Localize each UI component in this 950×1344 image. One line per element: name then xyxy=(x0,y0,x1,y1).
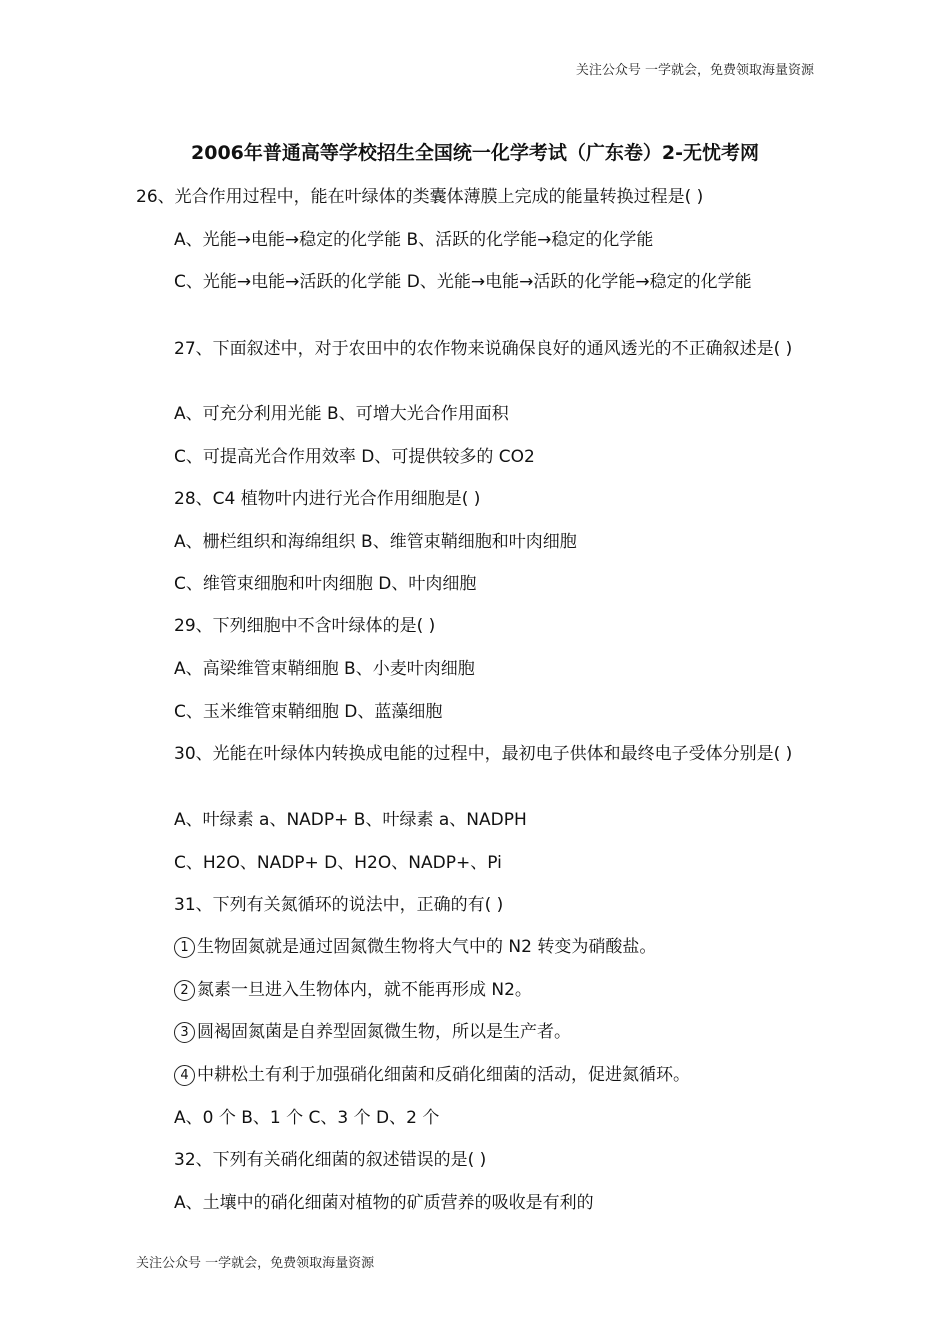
question-32: 32、下列有关硝化细菌的叙述错误的是( ) xyxy=(174,1150,487,1170)
question-29-options-ab: A、高梁维管束鞘细胞 B、小麦叶肉细胞 xyxy=(174,659,475,679)
question-30-options-ab: A、叶绿素 a、NADP+ B、叶绿素 a、NADPH xyxy=(174,810,527,830)
question-27-options-ab: A、可充分利用光能 B、可增大光合作用面积 xyxy=(174,404,509,424)
question-26-options-cd xyxy=(136,271,816,294)
statement-4 xyxy=(174,1064,690,1087)
question-30-text: 30、光能在叶绿体内转换成电能的过程中，最初电子供体和最终电子受体分别是( ) xyxy=(174,744,793,764)
question-26-options-ab: A、光能→电能→稳定的化学能 B、活跃的化学能→稳定的化学能 xyxy=(174,230,654,250)
statement-2-text: 氮素一旦进入生物体内，就不能再形成 N2。 xyxy=(197,980,532,1000)
statement-1 xyxy=(174,936,656,959)
statement-4-text: 中耕松土有利于加强硝化细菌和反硝化细菌的活动，促进氮循环。 xyxy=(197,1065,690,1085)
question-30 xyxy=(136,743,816,766)
question-28-options-cd: C、维管束细胞和叶肉细胞 D、叶肉细胞 xyxy=(174,574,477,594)
question-31-options: A、0 个 B、1 个 C、3 个 D、2 个 xyxy=(174,1108,440,1128)
header-promo-note: 关注公众号 一学就会，免费领取海量资源 xyxy=(575,63,814,78)
statement-2 xyxy=(174,979,532,1002)
question-28-options-ab: A、栅栏组织和海绵组织 B、维管束鞘细胞和叶肉细胞 xyxy=(174,532,577,552)
page-title: 2006年普通高等学校招生全国统一化学考试（广东卷）2-无忧考网 xyxy=(191,142,759,164)
question-27 xyxy=(136,338,816,361)
question-28: 28、C4 植物叶内进行光合作用细胞是( ) xyxy=(174,489,481,509)
statement-3-text: 圆褐固氮菌是自养型固氮微生物，所以是生产者。 xyxy=(197,1022,571,1042)
question-31: 31、下列有关氮循环的说法中，正确的有( ) xyxy=(174,895,504,915)
question-27-text: 27、下面叙述中，对于农田中的农作物来说确保良好的通风透光的不正确叙述是( ) xyxy=(174,339,793,359)
question-32-option-a: A、土壤中的硝化细菌对植物的矿质营养的吸收是有利的 xyxy=(174,1193,594,1213)
statement-3 xyxy=(174,1021,571,1044)
question-27-options-cd: C、可提高光合作用效率 D、可提供较多的 CO2 xyxy=(174,447,535,467)
circled-number-3: 3 xyxy=(174,1022,195,1043)
circled-number-4: 4 xyxy=(174,1065,195,1086)
question-26: 26、光合作用过程中，能在叶绿体的类囊体薄膜上完成的能量转换过程是( ) xyxy=(136,187,704,207)
question-30-options-cd: C、H2O、NADP+ D、H2O、NADP+、Pi xyxy=(174,853,502,873)
statement-1-text: 生物固氮就是通过固氮微生物将大气中的 N2 转变为硝酸盐。 xyxy=(197,937,657,957)
question-29-options-cd: C、玉米维管束鞘细胞 D、蓝藻细胞 xyxy=(174,702,443,722)
circled-number-1: 1 xyxy=(174,937,195,958)
question-26-options-cd-text: C、光能→电能→活跃的化学能 D、光能→电能→活跃的化学能→稳定的化学能 xyxy=(174,272,752,292)
circled-number-2: 2 xyxy=(174,980,195,1001)
footer-promo-note: 关注公众号 一学就会，免费领取海量资源 xyxy=(136,1256,375,1271)
question-29: 29、下列细胞中不含叶绿体的是( ) xyxy=(174,616,436,636)
